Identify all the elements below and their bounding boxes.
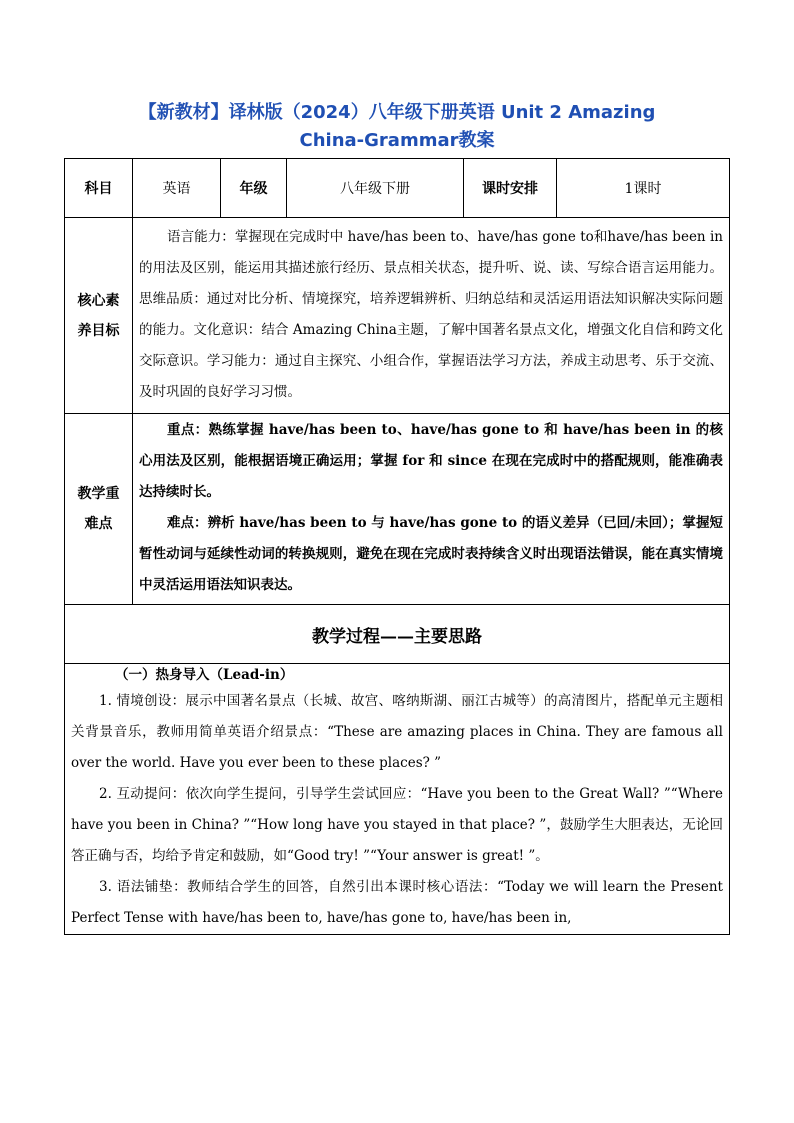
process-content <box>65 664 730 935</box>
process-heading-row <box>65 605 730 664</box>
title-line-1: 【新教材】译林版（2024）八年级下册英语 Unit 2 Amazing <box>138 102 656 123</box>
title-line-2: China-Grammar教案 <box>299 130 495 151</box>
process-content-row <box>65 664 730 935</box>
grade-label: 年级 <box>221 159 287 218</box>
lead-in-step-2: 2. 互动提问：依次向学生提问，引导学生尝试回应：“Have you been to the Great Wall? ”“Where have you been in China? ”“How long have you stayed in that place? ”，鼓励学生大胆表达，无论回答正确与否，均给予肯定和鼓励，如“Good try! ”“Your answer is great! ”。 <box>71 786 723 864</box>
subject-value: 英语 <box>133 159 221 218</box>
core-goals-row <box>65 218 730 414</box>
key-points-difficult: 难点：辨析 have/has been to 与 have/has gone to 的语义差异（已回/未回）；掌握短暂性动词与延续性动词的转换规则，避免在现在完成时表持续含义时出现语法错误，能在真实情境中灵活运用语法知识表达。 <box>139 515 723 593</box>
key-points-label: 教学重难点 <box>65 414 133 605</box>
core-goals-text: 语言能力：掌握现在完成时中 have/has been to、have/has gone to和have/has been in的用法及区别，能运用其描述旅行经历、景点相关状态，提升听、说、读、写综合语言运用能力。思维品质：通过对比分析、情境探究，培养逻辑辨析、归纳总结和灵活运用语法知识解决实际问题的能力。文化意识：结合 Amazing China主题，了解中国著名景点文化，增强文化自信和跨文化交际意识。学习能力：通过自主探究、小组合作，掌握语法学习方法，养成主动思考、乐于交流、及时巩固的良好学习习惯。 <box>139 229 723 400</box>
lesson-plan-table <box>64 158 730 935</box>
key-points-key: 重点：熟练掌握 have/has been to、have/has gone to 和 have/has been in 的核心用法及区别，能根据语境正确运用；掌握 for 和 since 在现在完成时中的搭配规则，能准确表达持续时长。 <box>139 422 723 500</box>
lead-in-heading: （一）热身导入（Lead-in） <box>115 667 294 683</box>
core-goals-label: 核心素养目标 <box>65 218 133 414</box>
lead-in-step-3: 3. 语法铺垫：教师结合学生的回答，自然引出本课时核心语法：“Today we will learn the Present Perfect Tense with have/has been to, have/has gone to, have/has been in, <box>71 879 723 926</box>
subject-label: 科目 <box>65 159 133 218</box>
document-title <box>0 99 794 155</box>
header-row <box>65 159 730 218</box>
key-points-cell <box>133 414 730 605</box>
hours-value: 1课时 <box>557 159 730 218</box>
hours-label: 课时安排 <box>464 159 557 218</box>
grade-value: 八年级下册 <box>287 159 464 218</box>
lead-in-step-1: 1. 情境创设：展示中国著名景点（长城、故宫、喀纳斯湖、丽江古城等）的高清图片，搭配单元主题相关背景音乐，教师用简单英语介绍景点：“These are amazing places in China. They are famous all over the world. Have you ever been to these places? ” <box>71 693 723 771</box>
core-goals-cell <box>133 218 730 414</box>
process-heading: 教学过程——主要思路 <box>65 605 730 664</box>
key-points-row <box>65 414 730 605</box>
